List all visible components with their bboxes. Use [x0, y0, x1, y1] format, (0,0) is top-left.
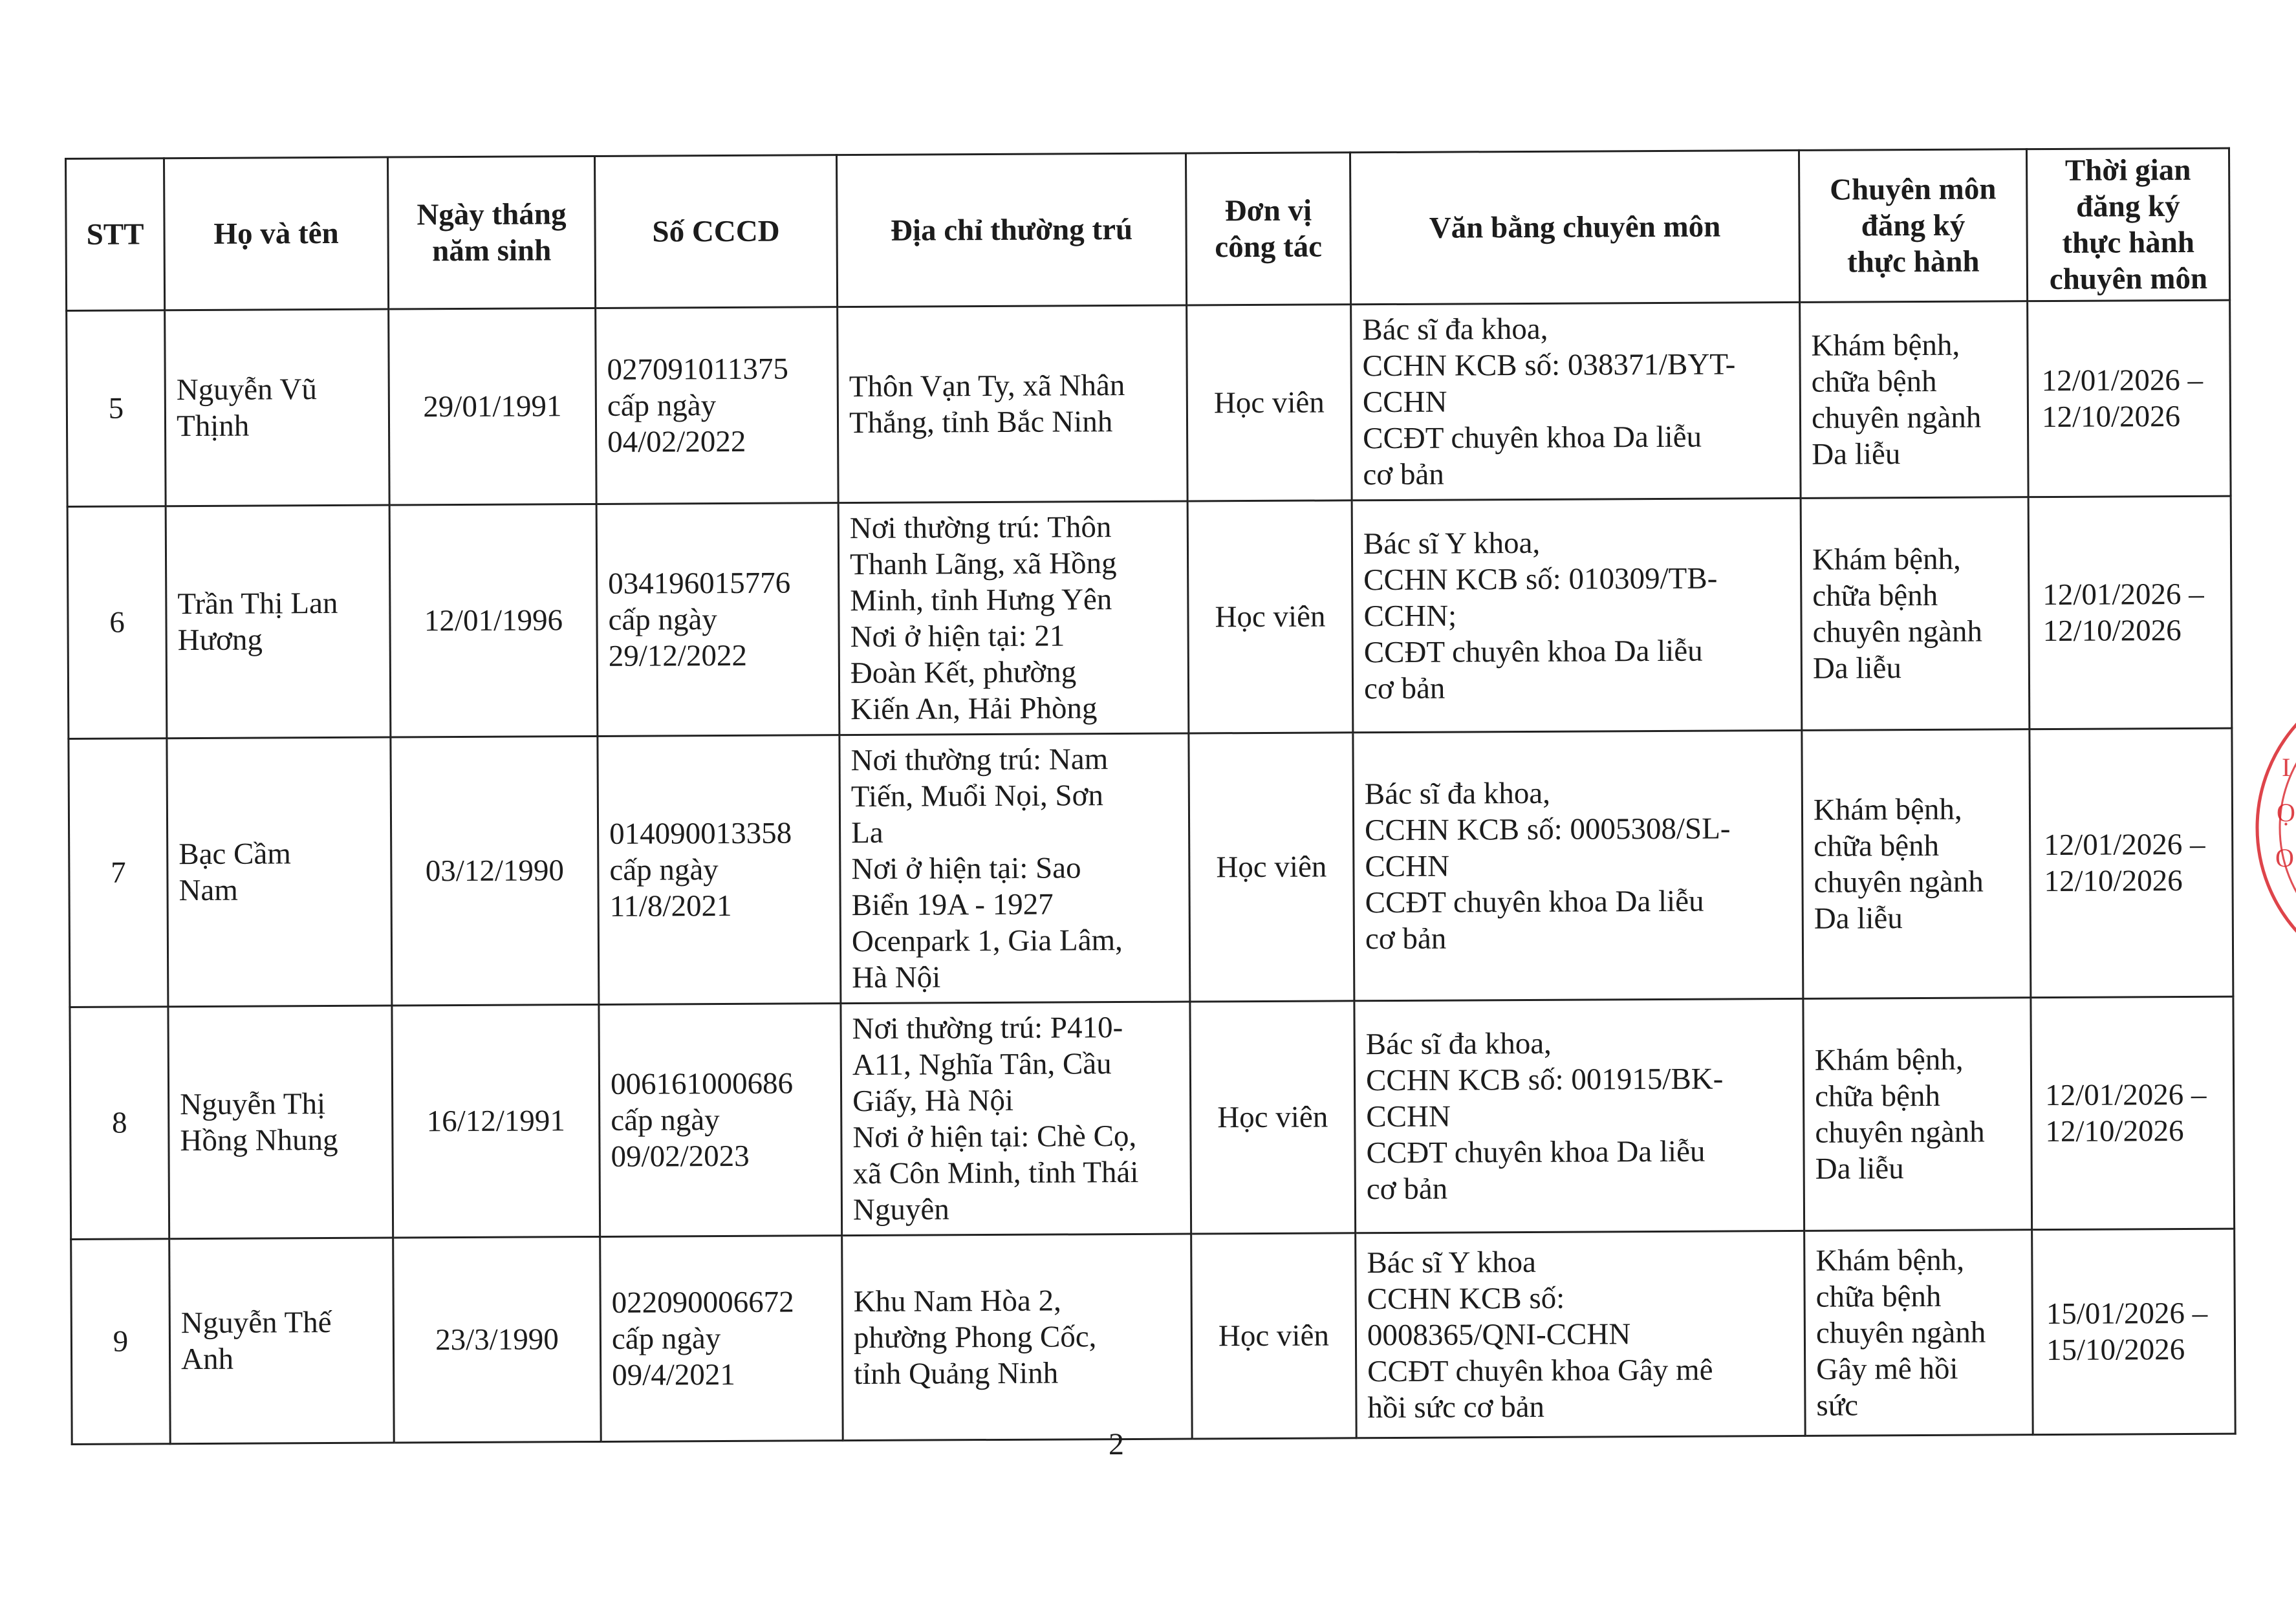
header-time: Thời gian đăng ký thực hành chuyên môn — [2026, 148, 2229, 301]
cell-name: Trần Thị Lan Hương — [166, 505, 391, 738]
cell-address: Nơi thường trú: Thôn Thanh Lãng, xã Hồng Minh, tỉnh Hưng Yên Nơi ở hiện tại: 21 Đoàn Kết, phường Kiến An, Hải Phòng — [838, 501, 1189, 735]
cell-degree: Bác sĩ Y khoa, CCHN KCB số: 010309/TB- CCHN; CCĐT chuyên khoa Da liễu cơ bản — [1352, 498, 1802, 732]
cell-id: 027091011375 cấp ngày 04/02/2022 — [596, 307, 838, 504]
cell-time: 12/01/2026 – 12/10/2026 — [2031, 996, 2235, 1230]
cell-specialty: Khám bệnh, chữa bệnh chuyên ngành Da liễu — [1801, 497, 2030, 731]
cell-time: 12/01/2026 – 12/10/2026 — [2030, 728, 2233, 998]
cell-id: 022090006672 cấp ngày 09/4/2021 — [600, 1236, 843, 1442]
cell-degree: Bác sĩ Y khoa CCHN KCB số: 0008365/QNI-CCHN CCĐT chuyên khoa Gây mê hồi sức cơ bản — [1356, 1231, 1806, 1438]
header-specialty: Chuyên môn đăng ký thực hành — [1799, 149, 2027, 303]
cell-id: 014090013358 cấp ngày 11/8/2021 — [598, 735, 841, 1005]
table-row — [69, 728, 2233, 1007]
cell-stt: 6 — [67, 506, 167, 739]
svg-text:O: O — [2275, 843, 2294, 872]
svg-text:I: I — [2282, 753, 2291, 782]
svg-text:Ọ: Ọ — [2277, 798, 2295, 827]
cell-name: Nguyễn Vũ Thịnh — [165, 309, 389, 506]
cell-unit: Học viên — [1189, 733, 1354, 1002]
header-dob: Ngày tháng năm sinh — [388, 156, 596, 309]
cell-name: Bạc Cầm Nam — [167, 737, 392, 1007]
header-name: Họ và tên — [164, 157, 389, 310]
cell-unit: Học viên — [1191, 1233, 1357, 1439]
cell-dob: 29/01/1991 — [389, 308, 596, 505]
page-number: 2 — [1109, 1427, 1124, 1461]
cell-stt: 9 — [71, 1239, 171, 1445]
cell-stt: 7 — [69, 738, 168, 1007]
table-row — [71, 1229, 2236, 1444]
cell-id: 006161000686 cấp ngày 09/02/2023 — [599, 1004, 842, 1237]
cell-time: 12/01/2026 – 12/10/2026 — [2028, 300, 2231, 497]
cell-specialty: Khám bệnh, chữa bệnh chuyên ngành Da liễu — [1802, 729, 2031, 999]
cell-address: Nơi thường trú: P410- A11, Nghĩa Tân, Cầu Giấy, Hà Nội Nơi ở hiện tại: Chè Cọ, xã Côn Minh, tỉnh Thái Nguyên — [841, 1002, 1191, 1236]
cell-address: Nơi thường trú: Nam Tiến, Muổi Nọi, Sơn La Nơi ở hiện tại: Sao Biển 19A - 1927 Ocenpark 1, Gia Lâm, Hà Nội — [839, 733, 1190, 1004]
cell-specialty: Khám bệnh, chữa bệnh chuyên ngành Gây mê hồi sức — [1804, 1230, 2033, 1436]
cell-degree: Bác sĩ đa khoa, CCHN KCB số: 001915/BK- CCHN CCĐT chuyên khoa Da liễu cơ bản — [1354, 998, 1804, 1233]
header-address: Địa chỉ thường trú — [836, 153, 1186, 307]
cell-unit: Học viên — [1187, 501, 1353, 733]
cell-address: Khu Nam Hòa 2, phường Phong Cốc, tỉnh Quảng Ninh — [842, 1234, 1193, 1441]
cell-stt: 8 — [70, 1007, 169, 1240]
cell-name: Nguyễn Thế Anh — [169, 1238, 395, 1444]
cell-address: Thôn Vạn Ty, xã Nhân Thắng, tỉnh Bắc Ninh — [838, 305, 1187, 503]
header-degree: Văn bằng chuyên môn — [1350, 150, 1799, 304]
seal-edge-icon — [2244, 698, 2296, 957]
header-row — [66, 148, 2230, 310]
cell-dob: 16/12/1991 — [392, 1004, 600, 1238]
cell-specialty: Khám bệnh, chữa bệnh chuyên ngành Da liễu — [1803, 998, 2032, 1231]
practitioner-table — [65, 147, 2236, 1445]
cell-id: 034196015776 cấp ngày 29/12/2022 — [596, 503, 839, 737]
cell-degree: Bác sĩ đa khoa, CCHN KCB số: 038371/BYT- CCHN CCĐT chuyên khoa Da liễu cơ bản — [1351, 302, 1801, 500]
cell-time: 12/01/2026 – 12/10/2026 — [2028, 496, 2232, 729]
cell-unit: Học viên — [1190, 1001, 1356, 1234]
header-stt: STT — [66, 158, 165, 311]
red-seal-stamp — [2244, 698, 2296, 957]
cell-time: 15/01/2026 – 15/10/2026 — [2032, 1229, 2236, 1435]
cell-degree: Bác sĩ đa khoa, CCHN KCB số: 0005308/SL- CCHN CCĐT chuyên khoa Da liễu cơ bản — [1353, 730, 1803, 1000]
table-row — [67, 300, 2231, 506]
header-id: Số CCCD — [594, 155, 837, 308]
header-unit: Đơn vị công tác — [1186, 153, 1350, 305]
cell-dob: 12/01/1996 — [389, 504, 598, 737]
cell-unit: Học viên — [1187, 305, 1352, 501]
table-row — [70, 996, 2235, 1239]
table-row — [67, 496, 2232, 738]
cell-name: Nguyễn Thị Hồng Nhung — [168, 1006, 393, 1239]
cell-stt: 5 — [67, 310, 166, 507]
cell-dob: 03/12/1990 — [391, 736, 599, 1006]
cell-dob: 23/3/1990 — [393, 1236, 601, 1443]
cell-specialty: Khám bệnh, chữa bệnh chuyên ngành Da liễu — [1800, 301, 2028, 499]
